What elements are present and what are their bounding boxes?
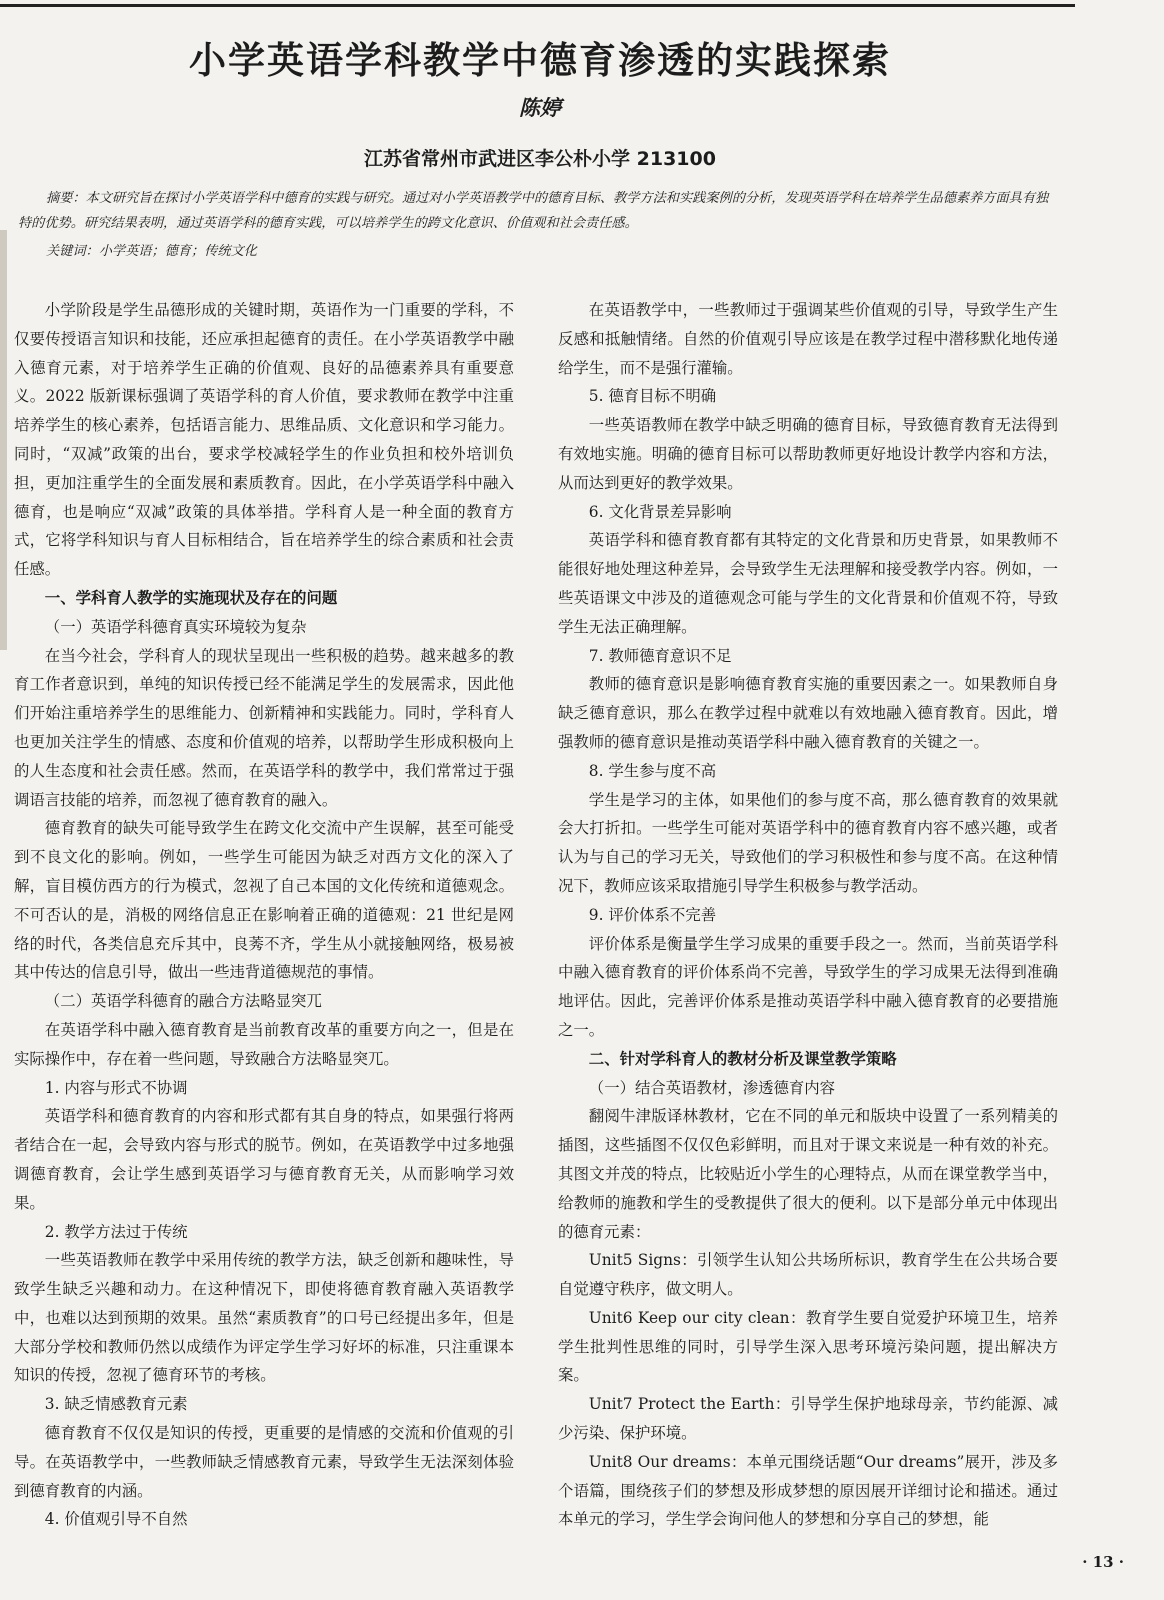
author: 陈婷 [519,95,561,120]
paragraph: 评价体系是衡量学生学习成果的重要手段之一。然而，当前英语学科中融入德育教育的评价体系尚不完善，导致学生的学习成果无法得到准确地评估。因此，完善评价体系是推动英语学科中融入德育教育的必要措施之一。 [558,934,1058,1039]
subsection-heading: （一）结合英语教材，渗透德育内容 [588,1078,836,1097]
paragraph: 一些英语教师在教学中采用传统的教学方法，缺乏创新和趣味性，导致学生缺乏兴趣和动力。在这种情况下，即使将德育教育融入英语教学中，也难以达到预期的效果。虽然“素质教育”的口号已经提出多年，但是大部分学校和教师仍然以成绩作为评定学生学习好坏的标准，只注重课本知识的传授，忽视了德育环节的考核。 [14,1251,514,1385]
paragraph: 教师的德育意识是影响德育教育实施的重要因素之一。如果教师自身缺乏德育意识，那么在教学过程中就难以有效地融入德育教育。因此，增强教师的德育意识是推动英语学科中融入德育教育的关键之一。 [558,675,1058,751]
paragraph: Unit7 Protect the Earth：引导学生保护地球母亲，节约能源、减少污染、保护环境。 [558,1395,1058,1443]
paragraph: Unit8 Our dreams：本单元围绕话题“Our dreams”展开，涉及多个语篇，围绕孩子们的梦想及形成梦想的原因展开详细讨论和描述。通过本单元的学习，学生学会询问他人的梦想和分享自己的梦想，能 [558,1452,1058,1529]
paragraph: 德育教育的缺失可能导致学生在跨文化交流中产生误解，甚至可能受到不良文化的影响。例如，一些学生可能因为缺乏对西方文化的深入了解，盲目模仿西方的行为模式，忽视了自己本国的文化传统和道德观念。不可否认的是，消极的网络信息正在影响着正确的道德观：21 世纪是网络的时代，各类信息充斥其中，良莠不齐，学生从小就接触网络，极易被其中传达的信息引导，做出一些违背道德规范的事情。 [14,819,514,982]
paragraph: 在英语教学中，一些教师过于强调某些价值观的引导，导致学生产生反感和抵触情绪。自然的价值观引导应该是在教学过程中潜移默化地传递给学生，而不是强行灌输。 [558,301,1058,377]
paragraph: 在英语学科中融入德育教育是当前教育改革的重要方向之一，但是在实际操作中，存在着一些问题，导致融合方法略显突兀。 [14,1020,514,1068]
section-heading: 二、针对学科育人的教材分析及课堂教学策略 [588,1049,897,1068]
paragraph: 小学阶段是学生品德形成的关键时期，英语作为一门重要的学科，不仅要传授语言知识和技能，还应承担起德育的责任。在小学英语教学中融入德育元素，对于培养学生正确的价值观、良好的品德素养具有重要意义。2022 版新课标强调了英语学科的育人价值，要求教师在教学中注重培养学生的核心素养，包括语言能力、思维品质、文化意识和学习能力。同时，“双减”政策的出台，要求学校减轻学生的作业负担和校外培训负担，更加注重学生的全面发展和素质教育。因此，在小学英语学科中融入德育，也是响应“双减”政策的具体举措。学科育人是一种全面的教育方式，它将学科知识与育人目标相结合，旨在培养学生的综合素质和社会责任感。 [14,301,514,579]
numbered-heading: 7. 教师德育意识不足 [588,646,732,665]
right-column [558,296,1058,1534]
numbered-heading: 9. 评价体系不完善 [588,905,717,924]
abstract [18,186,1058,236]
numbered-heading: 4. 价值观引导不自然 [44,1510,188,1529]
abstract-text: 摘要：本文研究旨在探讨小学英语学科中德育的实践与研究。通过对小学英语教学中的德育目标、教学方法和实践案例的分析，发现英语学科在培养学生品德素养方面具有独特的优势。研究结果表明，通过英语学科的德育实践，可以培养学生的跨文化意识、价值观和社会责任感。 [18,191,1049,231]
paragraph: Unit5 Signs：引领学生认知公共场所标识，教育学生在公共场合要自觉遵守秩序，做文明人。 [558,1251,1058,1299]
subsection-heading: （一）英语学科德育真实环境较为复杂 [44,617,307,636]
page-number: · 13 · [1082,1553,1124,1571]
numbered-heading: 1. 内容与形式不协调 [44,1078,188,1097]
numbered-heading: 8. 学生参与度不高 [588,761,717,780]
paragraph: 英语学科和德育教育都有其特定的文化背景和历史背景，如果教师不能很好地处理这种差异，会导致学生无法理解和接受教学内容。例如，一些英语课文中涉及的道德观念可能与学生的文化背景和价值观不符，导致学生无法正确理解。 [558,531,1058,636]
affiliation: 江苏省常州市武进区李公朴小学 213100 [364,148,716,170]
paragraph: 学生是学习的主体，如果他们的参与度不高，那么德育教育的效果就会大打折扣。一些学生可能对英语学科中的德育教育内容不感兴趣，或者认为与自己的学习无关，导致他们的学习积极性和参与度不高。在这种情况下，教师应该采取措施引导学生积极参与教学活动。 [558,790,1058,895]
top-rule [0,4,1075,7]
paragraph: 翻阅牛津版译林教材，它在不同的单元和版块中设置了一系列精美的插图，这些插图不仅仅色彩鲜明，而且对于课文来说是一种有效的补充。其图文并茂的特点，比较贴近小学生的心理特点，从而在课堂教学当中，给教师的施教和学生的受教提供了很大的便利。以下是部分单元中体现出的德育元素： [558,1107,1058,1241]
paragraph: Unit6 Keep our city clean：教育学生要自觉爱护环境卫生，培养学生批判性思维的同时，引导学生深入思考环境污染问题，提出解决方案。 [558,1308,1058,1385]
paragraph: 德育教育不仅仅是知识的传授，更重要的是情感的交流和价值观的引导。在英语教学中，一些教师缺乏情感教育元素，导致学生无法深刻体验到德育教育的内涵。 [14,1424,514,1500]
page-title: 小学英语学科教学中德育渗透的实践探索 [189,39,891,82]
numbered-heading: 5. 德育目标不明确 [588,387,717,406]
subsection-heading: （二）英语学科德育的融合方法略显突兀 [44,992,322,1011]
paragraph: 英语学科和德育教育的内容和形式都有其自身的特点，如果强行将两者结合在一起，会导致内容与形式的脱节。例如，在英语教学中过多地强调德育教育，会让学生感到英语学习与德育教育无关，从而影响学习效果。 [14,1107,514,1212]
numbered-heading: 3. 缺乏情感教育元素 [44,1395,188,1414]
paragraph: 在当今社会，学科育人的现状呈现出一些积极的趋势。越来越多的教育工作者意识到，单纯的知识传授已经不能满足学生的发展需求，因此他们开始注重培养学生的思维能力、创新精神和实践能力。同时，学科育人也更加关注学生的情感、态度和价值观的培养，以帮助学生形成积极向上的人生态度和社会责任感。然而，在英语学科的教学中，我们常常过于强调语言技能的培养，而忽视了德育教育的融入。 [14,646,514,809]
keywords: 关键词：小学英语；德育；传统文化 [46,244,257,259]
section-heading: 一、学科育人教学的实施现状及存在的问题 [44,588,338,607]
numbered-heading: 2. 教学方法过于传统 [44,1222,188,1241]
page-edge-shadow [0,230,7,650]
paragraph: 一些英语教师在教学中缺乏明确的德育目标，导致德育教育无法得到有效地实施。明确的德育目标可以帮助教师更好地设计教学内容和方法，从而达到更好的教学效果。 [558,416,1058,492]
numbered-heading: 6. 文化背景差异影响 [588,502,732,521]
left-column [14,296,514,1534]
